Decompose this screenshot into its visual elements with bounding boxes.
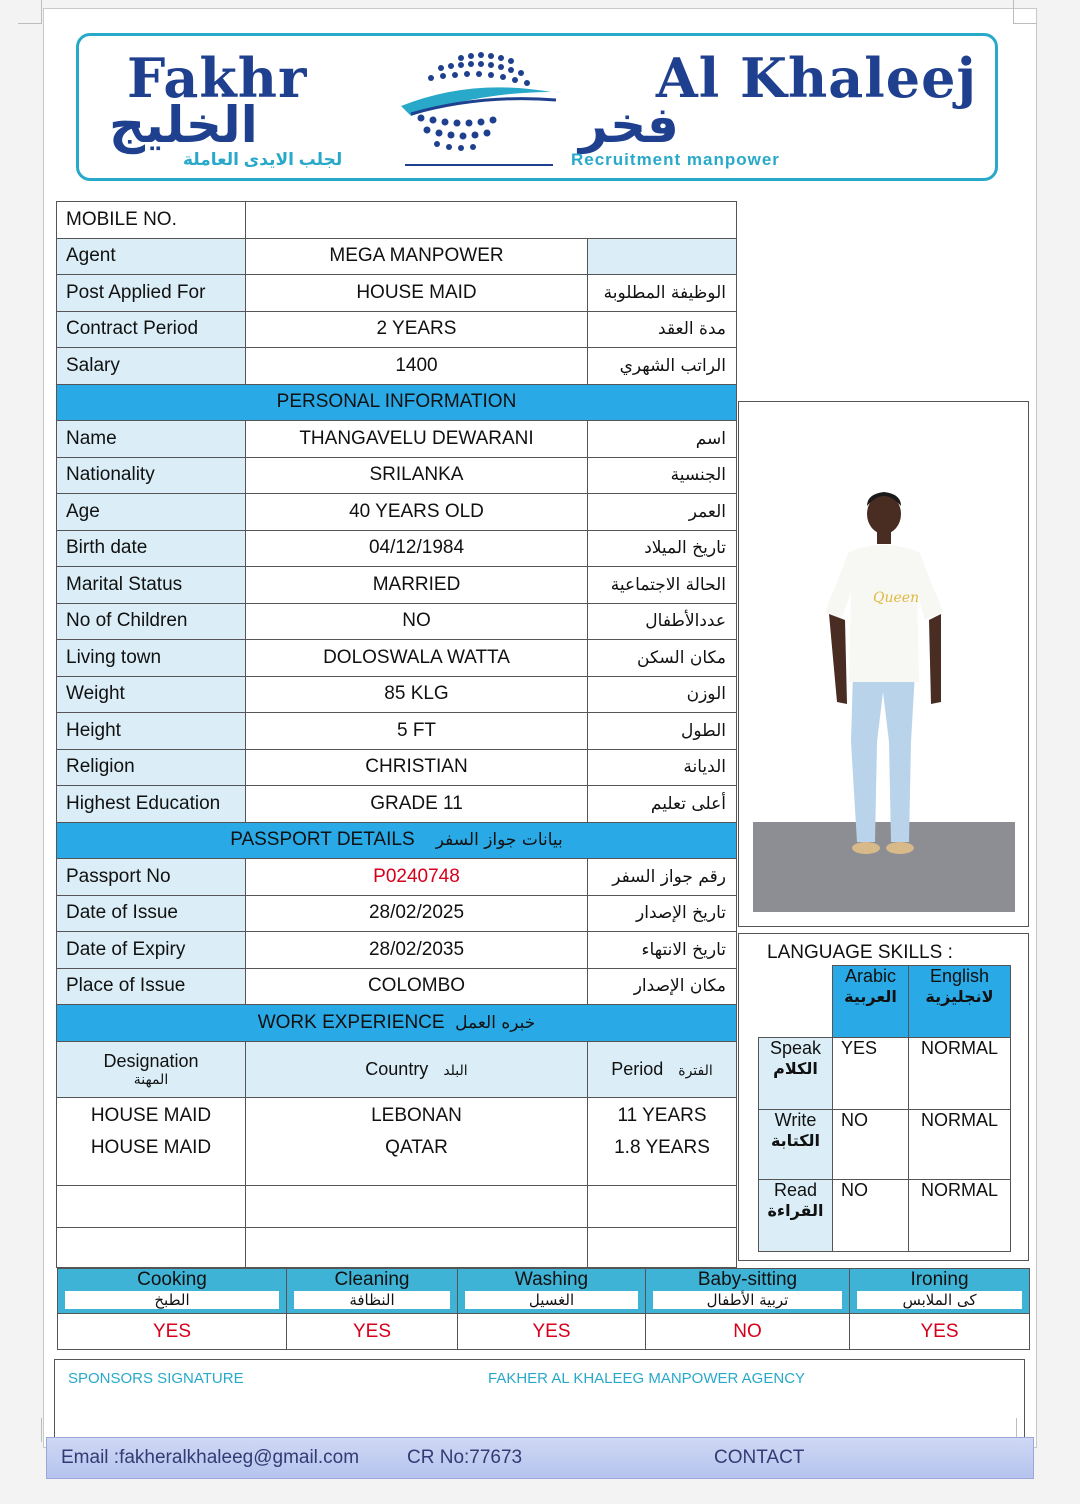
section-header-work	[57, 1005, 737, 1042]
english-level: NORMAL	[909, 1110, 1011, 1180]
table-row	[58, 1314, 1030, 1350]
table-row	[759, 1180, 1011, 1252]
footer-email[interactable]: Email :fakheralkhaleeg@gmail.com	[61, 1447, 360, 1468]
row-label: MOBILE NO.	[57, 202, 246, 239]
row-label-ar: الراتب الشهري	[588, 348, 737, 385]
skill-name-ar: كى الملابس	[857, 1291, 1022, 1309]
row-value: 28/02/2035	[246, 932, 588, 969]
row-value: COLOMBO	[246, 968, 588, 1005]
crop-mark	[18, 1418, 42, 1442]
empty-cell	[246, 1186, 588, 1228]
sponsor-signature-label: SPONSORS SIGNATURE	[68, 1370, 244, 1387]
skill-value: YES	[58, 1314, 287, 1350]
brand-name-ar: الخليج	[109, 96, 258, 154]
work-country: QATAR	[246, 1135, 588, 1172]
applicant-photo	[753, 442, 1015, 912]
row-value: 28/02/2025	[246, 895, 588, 932]
footer-contact: CONTACT	[714, 1447, 805, 1468]
row-label: Birth date	[57, 530, 246, 567]
work-period: 11 YEARS	[588, 1097, 737, 1135]
row-label-ar: الوظيفة المطلوبة	[588, 275, 737, 312]
arabic-level: YES	[833, 1038, 909, 1110]
table-row	[57, 275, 737, 312]
brand-name-en-2: Al Khaleej	[655, 46, 977, 110]
empty-cell	[57, 1172, 246, 1186]
row-label-ar: مكان الإصدار	[588, 968, 737, 1005]
designation-header	[57, 1041, 246, 1097]
skill-label-en: Speak	[769, 1038, 822, 1058]
row-label-ar: الطول	[588, 713, 737, 750]
tagline-en: Recruitment manpower	[571, 150, 780, 169]
passport-number-value: P0240748	[246, 859, 588, 896]
tagline-divider	[405, 164, 553, 166]
period-header-en: Period	[611, 1058, 664, 1079]
table-row	[57, 1172, 737, 1186]
table-row	[57, 348, 737, 385]
section-title: PERSONAL INFORMATION	[57, 384, 737, 421]
row-label: No of Children	[57, 603, 246, 640]
row-value: THANGAVELU DEWARANI	[246, 421, 588, 458]
row-value: DOLOSWALA WATTA	[246, 640, 588, 677]
row-label: Highest Education	[57, 786, 246, 823]
row-value: 85 KLG	[246, 676, 588, 713]
skill-name: Ironing	[910, 1269, 969, 1290]
row-label: Date of Issue	[57, 895, 246, 932]
country-header	[246, 1041, 588, 1097]
row-label: Nationality	[57, 457, 246, 494]
row-label-ar: تاريخ الإصدار	[588, 895, 737, 932]
row-label-ar: الديانة	[588, 749, 737, 786]
row-label-ar: عددالأطفال	[588, 603, 737, 640]
empty-cell	[588, 1228, 737, 1268]
section-title-en: WORK EXPERIENCE	[257, 1011, 445, 1033]
company-logo-banner	[76, 33, 998, 181]
table-row	[57, 1228, 737, 1268]
row-value: 5 FT	[246, 713, 588, 750]
row-label: Passport No	[57, 859, 246, 896]
skill-value: YES	[458, 1314, 646, 1350]
row-label-ar: الوزن	[588, 676, 737, 713]
table-row	[57, 421, 737, 458]
work-header-row	[57, 1041, 737, 1097]
row-label: Marital Status	[57, 567, 246, 604]
row-value: MEGA MANPOWER	[246, 238, 588, 275]
row-label-ar: العمر	[588, 494, 737, 531]
skill-name-ar: النظافة	[294, 1291, 450, 1309]
table-row	[57, 895, 737, 932]
row-label: Religion	[57, 749, 246, 786]
empty-cell	[57, 1228, 246, 1268]
row-label-ar: مكان السكن	[588, 640, 737, 677]
row-label: Date of Expiry	[57, 932, 246, 969]
applicant-info-table	[56, 201, 737, 1268]
skill-label	[759, 1180, 833, 1252]
arabic-header-ar: العربية	[844, 987, 897, 1006]
row-label-ar: مدة العقد	[588, 311, 737, 348]
table-row	[57, 1097, 737, 1135]
row-value: 2 YEARS	[246, 311, 588, 348]
skill-label-ar: الكلام	[773, 1059, 818, 1078]
row-value: CHRISTIAN	[246, 749, 588, 786]
row-label: Agent	[57, 238, 246, 275]
row-label: Salary	[57, 348, 246, 385]
table-row	[57, 238, 737, 275]
section-title-en: PASSPORT DETAILS	[230, 829, 415, 851]
row-label-ar: رقم جواز السفر	[588, 859, 737, 896]
table-row	[57, 311, 737, 348]
skill-header	[287, 1269, 458, 1314]
row-label: Name	[57, 421, 246, 458]
arabic-level: NO	[833, 1110, 909, 1180]
arabic-column-header	[833, 966, 909, 1038]
row-label-ar: اسم	[588, 421, 737, 458]
applicant-photo-frame	[738, 401, 1029, 927]
language-skills-box	[738, 933, 1029, 1261]
skill-header	[850, 1269, 1030, 1314]
row-value: NO	[246, 603, 588, 640]
row-label: Height	[57, 713, 246, 750]
skill-label	[759, 1110, 833, 1180]
row-label: Contract Period	[57, 311, 246, 348]
empty-cell	[759, 966, 833, 1038]
table-row	[58, 1269, 1030, 1314]
skill-value: YES	[287, 1314, 458, 1350]
table-row	[57, 713, 737, 750]
table-row	[57, 676, 737, 713]
table-row	[57, 1186, 737, 1228]
skill-label-ar: القراءة	[767, 1201, 824, 1220]
empty-cell	[246, 1172, 588, 1186]
country-header-ar: البلد	[443, 1062, 468, 1079]
work-period: 1.8 YEARS	[588, 1135, 737, 1172]
skill-name: Washing	[514, 1269, 589, 1290]
designation-header-ar: المهنة	[133, 1071, 169, 1088]
row-value: HOUSE MAID	[246, 275, 588, 312]
table-row	[57, 1135, 737, 1172]
section-title-ar: بيانات جواز السفر	[435, 830, 563, 851]
designation-header-en: Designation	[103, 1050, 199, 1071]
period-header	[588, 1041, 737, 1097]
row-label-ar	[588, 238, 737, 275]
crop-mark	[1013, 0, 1037, 24]
row-value: SRILANKA	[246, 457, 588, 494]
work-country: LEBONAN	[246, 1097, 588, 1135]
row-value: MARRIED	[246, 567, 588, 604]
skill-label-en: Write	[774, 1110, 817, 1130]
skill-name: Baby-sitting	[697, 1269, 798, 1290]
row-label: Age	[57, 494, 246, 531]
table-row	[57, 202, 737, 239]
signature-box	[54, 1359, 1025, 1439]
skill-name-ar: الطبخ	[65, 1291, 279, 1309]
country-header-en: Country	[365, 1058, 429, 1079]
row-value	[246, 202, 737, 239]
globe-dots-logo-icon	[391, 48, 561, 156]
english-header-ar: لانجليزية	[925, 987, 994, 1006]
empty-cell	[57, 1186, 246, 1228]
section-title	[57, 1005, 737, 1042]
english-level: NORMAL	[909, 1180, 1011, 1252]
work-designation: HOUSE MAID	[57, 1135, 246, 1172]
section-header-personal	[57, 384, 737, 421]
footer-cr-number: CR No:77673	[407, 1447, 523, 1468]
row-label-ar: الحالة الاجتماعية	[588, 567, 737, 604]
row-label-ar: أعلى تعليم	[588, 786, 737, 823]
row-value: 1400	[246, 348, 588, 385]
skill-name-ar: الغسيل	[465, 1291, 638, 1309]
row-label: Living town	[57, 640, 246, 677]
english-column-header	[909, 966, 1011, 1038]
period-header-ar: الفترة	[678, 1062, 713, 1079]
skill-header	[58, 1269, 287, 1314]
table-row	[759, 966, 1011, 1038]
section-title	[57, 822, 737, 859]
row-label-ar: تاريخ الانتهاء	[588, 932, 737, 969]
table-row	[57, 494, 737, 531]
table-row	[57, 603, 737, 640]
table-row	[57, 932, 737, 969]
table-row	[57, 859, 737, 896]
row-label-ar: تاريخ الميلاد	[588, 530, 737, 567]
svg-text:Queen: Queen	[873, 590, 920, 606]
row-label: Post Applied For	[57, 275, 246, 312]
skill-name-ar: تربية الأطفال	[653, 1291, 842, 1309]
work-skills-table	[57, 1268, 1030, 1350]
row-label: Place of Issue	[57, 968, 246, 1005]
skill-name: Cleaning	[334, 1269, 410, 1290]
table-row	[57, 749, 737, 786]
table-row	[57, 640, 737, 677]
english-level: NORMAL	[909, 1038, 1011, 1110]
english-header-en: English	[929, 966, 990, 986]
section-title-ar: خبره العمل	[455, 1012, 536, 1033]
row-value: 04/12/1984	[246, 530, 588, 567]
row-label: Weight	[57, 676, 246, 713]
brand-name-en: Fakhr	[127, 46, 308, 110]
brand-name-ar-2: فخر	[579, 96, 679, 154]
language-skills-title: LANGUAGE SKILLS :	[767, 942, 953, 963]
skill-header	[458, 1269, 646, 1314]
arabic-level: NO	[833, 1180, 909, 1252]
table-row	[57, 968, 737, 1005]
arabic-header-en: Arabic	[844, 966, 897, 986]
table-row	[57, 457, 737, 494]
row-label-ar: الجنسية	[588, 457, 737, 494]
section-header-passport	[57, 822, 737, 859]
skill-label-ar: الكتابة	[770, 1131, 821, 1150]
skill-header	[646, 1269, 850, 1314]
contact-footer	[46, 1437, 1034, 1479]
crop-mark	[18, 0, 42, 24]
empty-cell	[588, 1172, 737, 1186]
language-skills-table	[758, 965, 1011, 1252]
skill-label-en: Read	[773, 1180, 818, 1200]
empty-cell	[246, 1228, 588, 1268]
empty-cell	[588, 1186, 737, 1228]
skill-label	[759, 1038, 833, 1110]
table-row	[57, 530, 737, 567]
tagline-ar: لجلب الايدى العاملة	[183, 150, 343, 169]
row-value: 40 YEARS OLD	[246, 494, 588, 531]
agency-signature-label: FAKHER AL KHALEEG MANPOWER AGENCY	[488, 1370, 806, 1387]
table-row	[57, 567, 737, 604]
table-row	[57, 786, 737, 823]
skill-value: NO	[646, 1314, 850, 1350]
work-designation: HOUSE MAID	[57, 1097, 246, 1135]
skill-name: Cooking	[137, 1269, 207, 1290]
table-row	[759, 1110, 1011, 1180]
skill-value: YES	[850, 1314, 1030, 1350]
table-row	[759, 1038, 1011, 1110]
row-value: GRADE 11	[246, 786, 588, 823]
